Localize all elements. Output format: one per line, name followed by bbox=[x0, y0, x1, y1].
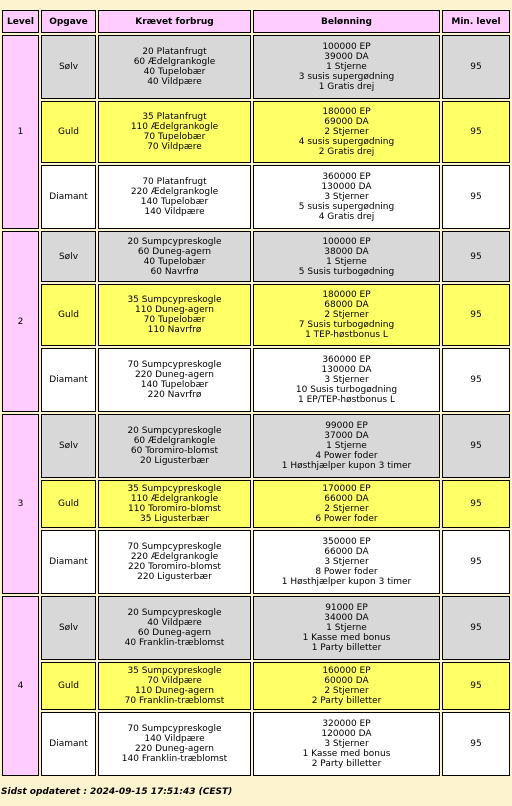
required-item: 60 Ædelgrankogle bbox=[133, 436, 216, 446]
required-item: 40 Vildpære bbox=[147, 618, 202, 628]
required-item: 140 Tupelobær bbox=[140, 380, 209, 390]
required-item: 220 Toromiro-blomst bbox=[128, 562, 221, 572]
min-level-cell: 95 bbox=[442, 530, 510, 594]
required-item: 220 Duneg-agern bbox=[135, 370, 214, 380]
reward-item: 320000 EP bbox=[322, 719, 371, 729]
table-row bbox=[2, 662, 510, 710]
reward-item: 180000 EP bbox=[322, 290, 371, 300]
required-item: 70 Vildpære bbox=[147, 142, 202, 152]
required-item: 70 Sumpcypreskogle bbox=[127, 724, 222, 734]
reward-cell bbox=[253, 530, 440, 594]
required-item: 220 Navrfrø bbox=[147, 390, 202, 400]
required-item: 110 Ædelgrankogle bbox=[130, 494, 219, 504]
table-row bbox=[2, 165, 510, 229]
reward-item: 360000 EP bbox=[322, 355, 371, 365]
reward-item: 10 Susis turbogødning bbox=[295, 385, 398, 395]
reward-item: 1 Gratis drej bbox=[318, 82, 375, 92]
reward-item: 3 Stjerner bbox=[324, 739, 369, 749]
required-item: 60 Duneg-agern bbox=[137, 246, 212, 257]
reward-item: 37000 DA bbox=[324, 431, 369, 441]
reward-item: 3 Stjerner bbox=[324, 192, 369, 202]
reward-cell bbox=[253, 414, 440, 478]
opgave-cell: Sølv bbox=[41, 414, 96, 478]
reward-item: 2 Party billetter bbox=[311, 759, 382, 769]
reward-item: 170000 EP bbox=[322, 484, 371, 494]
quest-table bbox=[0, 8, 512, 778]
opgave-cell: Diamant bbox=[41, 165, 96, 229]
required-item: 70 Vildpære bbox=[147, 676, 202, 686]
required-item: 110 Toromiro-blomst bbox=[128, 504, 221, 514]
reward-item: 38000 DA bbox=[324, 246, 369, 257]
required-item: 60 Ædelgrankogle bbox=[133, 57, 216, 67]
reward-item: 2 Stjerner bbox=[324, 310, 369, 320]
required-item: 110 Navrfrø bbox=[147, 325, 202, 335]
reward-item: 34000 DA bbox=[324, 613, 369, 623]
reward-cell bbox=[253, 165, 440, 229]
header-required: Krævet forbrug bbox=[98, 10, 251, 33]
required-item: 40 Tupelobær bbox=[143, 67, 206, 77]
required-cell bbox=[98, 231, 251, 282]
required-item: 70 Tupelobær bbox=[143, 132, 206, 142]
reward-item: 2 Stjerner bbox=[324, 686, 369, 696]
required-item: 140 Franklin-træblomst bbox=[121, 754, 228, 764]
opgave-cell: Guld bbox=[41, 662, 96, 710]
min-level-cell: 95 bbox=[442, 231, 510, 282]
reward-item: 1 Stjerne bbox=[326, 62, 367, 72]
min-level-cell: 95 bbox=[442, 284, 510, 346]
opgave-cell: Guld bbox=[41, 101, 96, 163]
opgave-cell: Sølv bbox=[41, 596, 96, 660]
reward-item: 60000 DA bbox=[324, 676, 369, 686]
reward-cell bbox=[253, 596, 440, 660]
reward-item: 360000 EP bbox=[322, 172, 371, 182]
table-row bbox=[2, 231, 510, 282]
reward-item: 1 Høsthjælper kupon 3 timer bbox=[281, 461, 412, 471]
required-item: 110 Duneg-agern bbox=[135, 686, 214, 696]
header-reward: Belønning bbox=[253, 10, 440, 33]
required-item: 70 Sumpcypreskogle bbox=[127, 542, 222, 552]
reward-item: 1 Kasse med bonus bbox=[302, 633, 391, 643]
required-cell bbox=[98, 284, 251, 346]
required-item: 70 Sumpcypreskogle bbox=[127, 360, 222, 370]
reward-item: 5 susis supergødning bbox=[298, 202, 395, 212]
reward-item: 2 Stjerner bbox=[324, 127, 369, 137]
level-cell: 1 bbox=[2, 35, 39, 229]
reward-item: 4 Gratis drej bbox=[318, 212, 375, 222]
level-cell: 2 bbox=[2, 231, 39, 412]
table-body bbox=[2, 35, 510, 776]
required-cell bbox=[98, 101, 251, 163]
required-cell bbox=[98, 165, 251, 229]
required-item: 220 Ædelgrankogle bbox=[130, 552, 219, 562]
min-level-cell: 95 bbox=[442, 662, 510, 710]
reward-item: 1 TEP-høstbonus L bbox=[305, 330, 388, 340]
required-item: 20 Ligusterbær bbox=[140, 456, 209, 466]
reward-item: 1 Høsthjælper kupon 3 timer bbox=[281, 577, 412, 587]
level-cell: 4 bbox=[2, 596, 39, 776]
required-item: 220 Ligusterbær bbox=[137, 572, 212, 582]
required-item: 40 Tupelobær bbox=[143, 256, 206, 267]
last-updated: Sidst opdateret : 2024-09-15 17:51:43 (CEST) bbox=[1, 787, 233, 797]
reward-cell bbox=[253, 284, 440, 346]
table-row bbox=[2, 480, 510, 528]
required-item: 220 Ædelgrankogle bbox=[130, 187, 219, 197]
min-level-cell: 95 bbox=[442, 101, 510, 163]
reward-cell bbox=[253, 480, 440, 528]
min-level-cell: 95 bbox=[442, 35, 510, 99]
table-row bbox=[2, 414, 510, 478]
required-item: 140 Vildpære bbox=[144, 734, 205, 744]
reward-item: 2 Party billetter bbox=[311, 696, 382, 706]
table-row bbox=[2, 101, 510, 163]
min-level-cell: 95 bbox=[442, 480, 510, 528]
required-cell bbox=[98, 414, 251, 478]
reward-item: 7 Susis turbogødning bbox=[298, 320, 395, 330]
header-min-level: Min. level bbox=[442, 10, 510, 33]
required-cell bbox=[98, 662, 251, 710]
required-cell bbox=[98, 596, 251, 660]
reward-item: 66000 DA bbox=[324, 494, 369, 504]
header-row bbox=[2, 10, 510, 33]
level-cell: 3 bbox=[2, 414, 39, 594]
required-item: 110 Duneg-agern bbox=[135, 305, 214, 315]
required-item: 20 Sumpcypreskogle bbox=[127, 426, 222, 436]
opgave-cell: Guld bbox=[41, 284, 96, 346]
table-row bbox=[2, 284, 510, 346]
table-row bbox=[2, 596, 510, 660]
min-level-cell: 95 bbox=[442, 165, 510, 229]
reward-item: 4 susis supergødning bbox=[298, 137, 395, 147]
required-item: 70 Tupelobær bbox=[143, 315, 206, 325]
reward-item: 8 Power foder bbox=[315, 567, 378, 577]
required-item: 35 Sumpcypreskogle bbox=[127, 666, 222, 676]
table-row bbox=[2, 712, 510, 776]
reward-item: 91000 EP bbox=[325, 603, 368, 613]
reward-cell bbox=[253, 712, 440, 776]
reward-item: 1 Stjerne bbox=[326, 256, 367, 267]
required-item: 60 Navrfrø bbox=[150, 266, 199, 277]
reward-cell bbox=[253, 35, 440, 99]
reward-item: 120000 DA bbox=[321, 729, 372, 739]
required-item: 60 Toromiro-blomst bbox=[130, 446, 219, 456]
required-cell bbox=[98, 530, 251, 594]
reward-cell bbox=[253, 101, 440, 163]
reward-item: 160000 EP bbox=[322, 666, 371, 676]
reward-item: 39000 DA bbox=[324, 52, 369, 62]
required-item: 220 Duneg-agern bbox=[135, 744, 214, 754]
reward-item: 100000 EP bbox=[322, 42, 371, 52]
reward-item: 350000 EP bbox=[322, 537, 371, 547]
table-row bbox=[2, 35, 510, 99]
required-item: 20 Platanfrugt bbox=[142, 47, 207, 57]
required-item: 35 Sumpcypreskogle bbox=[127, 484, 222, 494]
required-item: 20 Sumpcypreskogle bbox=[127, 608, 222, 618]
reward-item: 6 Power foder bbox=[315, 514, 378, 524]
required-item: 35 Sumpcypreskogle bbox=[127, 295, 222, 305]
required-item: 140 Tupelobær bbox=[140, 197, 209, 207]
header-opgave: Opgave bbox=[41, 10, 96, 33]
reward-item: 3 susis supergødning bbox=[298, 72, 395, 82]
reward-item: 1 Stjerne bbox=[326, 623, 367, 633]
reward-item: 2 Stjerner bbox=[324, 504, 369, 514]
reward-item: 68000 DA bbox=[324, 300, 369, 310]
min-level-cell: 95 bbox=[442, 712, 510, 776]
min-level-cell: 95 bbox=[442, 596, 510, 660]
reward-item: 1 Party billetter bbox=[311, 643, 382, 653]
min-level-cell: 95 bbox=[442, 348, 510, 412]
required-item: 40 Franklin-træblomst bbox=[124, 638, 225, 648]
required-item: 70 Franklin-træblomst bbox=[124, 696, 225, 706]
reward-item: 3 Stjerner bbox=[324, 375, 369, 385]
header-level: Level bbox=[2, 10, 39, 33]
opgave-cell: Diamant bbox=[41, 712, 96, 776]
reward-cell bbox=[253, 662, 440, 710]
reward-item: 99000 EP bbox=[325, 421, 368, 431]
reward-item: 1 Stjerne bbox=[326, 441, 367, 451]
required-item: 140 Vildpære bbox=[144, 207, 205, 217]
opgave-cell: Guld bbox=[41, 480, 96, 528]
opgave-cell: Sølv bbox=[41, 231, 96, 282]
reward-item: 100000 EP bbox=[322, 236, 371, 247]
reward-item: 1 Kasse med bonus bbox=[302, 749, 391, 759]
min-level-cell: 95 bbox=[442, 414, 510, 478]
reward-item: 2 Gratis drej bbox=[318, 147, 375, 157]
reward-item: 130000 DA bbox=[321, 182, 372, 192]
opgave-cell: Sølv bbox=[41, 35, 96, 99]
reward-item: 1 EP/TEP-høstbonus L bbox=[297, 395, 395, 405]
required-cell bbox=[98, 712, 251, 776]
required-item: 35 Platanfrugt bbox=[142, 112, 207, 122]
opgave-cell: Diamant bbox=[41, 530, 96, 594]
reward-item: 4 Power foder bbox=[315, 451, 378, 461]
reward-item: 5 Susis turbogødning bbox=[298, 266, 395, 277]
opgave-cell: Diamant bbox=[41, 348, 96, 412]
required-item: 35 Ligusterbær bbox=[140, 514, 209, 524]
required-cell bbox=[98, 480, 251, 528]
reward-item: 3 Stjerner bbox=[324, 557, 369, 567]
required-item: 70 Platanfrugt bbox=[142, 177, 207, 187]
reward-item: 130000 DA bbox=[321, 365, 372, 375]
reward-cell bbox=[253, 231, 440, 282]
required-item: 20 Sumpcypreskogle bbox=[127, 236, 222, 247]
reward-cell bbox=[253, 348, 440, 412]
required-item: 40 Vildpære bbox=[147, 77, 202, 87]
reward-item: 180000 EP bbox=[322, 107, 371, 117]
required-item: 110 Ædelgrankogle bbox=[130, 122, 219, 132]
table-row bbox=[2, 530, 510, 594]
table-row bbox=[2, 348, 510, 412]
reward-item: 66000 DA bbox=[324, 547, 369, 557]
required-item: 60 Duneg-agern bbox=[137, 628, 212, 638]
required-cell bbox=[98, 35, 251, 99]
reward-item: 69000 DA bbox=[324, 117, 369, 127]
required-cell bbox=[98, 348, 251, 412]
